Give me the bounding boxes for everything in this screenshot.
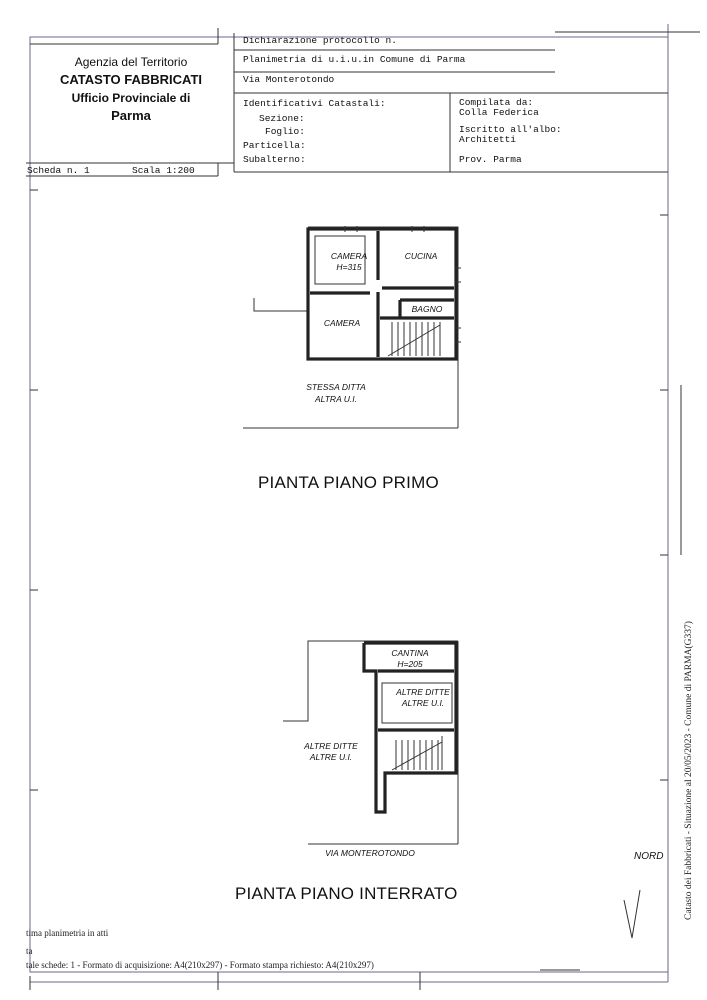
particella-label: Particella:: [243, 140, 306, 151]
planimetria-label: Planimetria di u.i.u.in Comune di Parma: [243, 54, 466, 65]
altra-ui-label: ALTRA U.I.: [314, 394, 358, 404]
altre-ditte-a: ALTRE DITTE: [396, 687, 450, 697]
subalterno-label: Subalterno:: [243, 154, 306, 165]
iscritto-value: Architetti: [459, 134, 517, 145]
room-cucina: CUCINA: [404, 251, 438, 261]
agency-name: Agenzia del Territorio: [74, 55, 188, 69]
room-cantina-height: H=205: [397, 659, 423, 669]
room-camera-1: CAMERA: [330, 251, 368, 261]
stairs-basement: [392, 736, 442, 770]
compilata-name: Colla Federica: [459, 107, 539, 118]
north-arrow-icon: [624, 890, 640, 938]
footer-line-2: ta: [26, 946, 33, 956]
altre-ui-b: ALTRE U.I.: [309, 752, 353, 762]
prov-label: Prov. Parma: [459, 154, 522, 165]
room-camera-2: CAMERA: [323, 318, 361, 328]
altre-ditte-b: ALTRE DITTE: [304, 741, 358, 751]
side-status-text: Catasto dei Fabbricati - Situazione al 20/05/2023 - Comune di PARMA(G337): [684, 621, 694, 920]
altre-ui-a: ALTRE U.I.: [401, 698, 445, 708]
footer-line-1: tima planimetria in atti: [26, 928, 109, 938]
iscritto-label: Iscritto all'albo:: [459, 124, 562, 135]
catasto-label: CATASTO FABBRICATI: [59, 72, 203, 87]
address-label: Via Monterotondo: [243, 74, 335, 85]
room-bagno: BAGNO: [411, 304, 443, 314]
basement-title: PIANTA PIANO INTERRATO: [235, 884, 458, 903]
footer-line-3: tale schede: 1 - Formato di acquisizione: A4(210x297) - Formato stampa richiesto: A4(210x297): [26, 960, 374, 970]
room-cantina: CANTINA: [391, 648, 429, 658]
street-label: VIA MONTEROTONDO: [325, 848, 415, 858]
stessa-ditta-label: STESSA DITTA: [306, 382, 366, 392]
foglio-label: Foglio:: [265, 126, 305, 137]
sezione-label: Sezione:: [259, 113, 305, 124]
north-label: NORD: [634, 851, 664, 862]
scala-label: Scala 1:200: [132, 165, 195, 176]
room-camera-1-height: H=315: [336, 262, 362, 272]
first-floor-title: PIANTA PIANO PRIMO: [258, 473, 439, 492]
province-label: Parma: [111, 108, 151, 123]
office-label: Ufficio Provinciale di: [71, 91, 191, 105]
ident-label: Identificativi Catastali:: [243, 98, 386, 109]
protocol-label: Dichiarazione protocollo n.: [243, 35, 397, 46]
compilata-label: Compilata da:: [459, 97, 534, 108]
scheda-label: Scheda n. 1: [27, 165, 90, 176]
